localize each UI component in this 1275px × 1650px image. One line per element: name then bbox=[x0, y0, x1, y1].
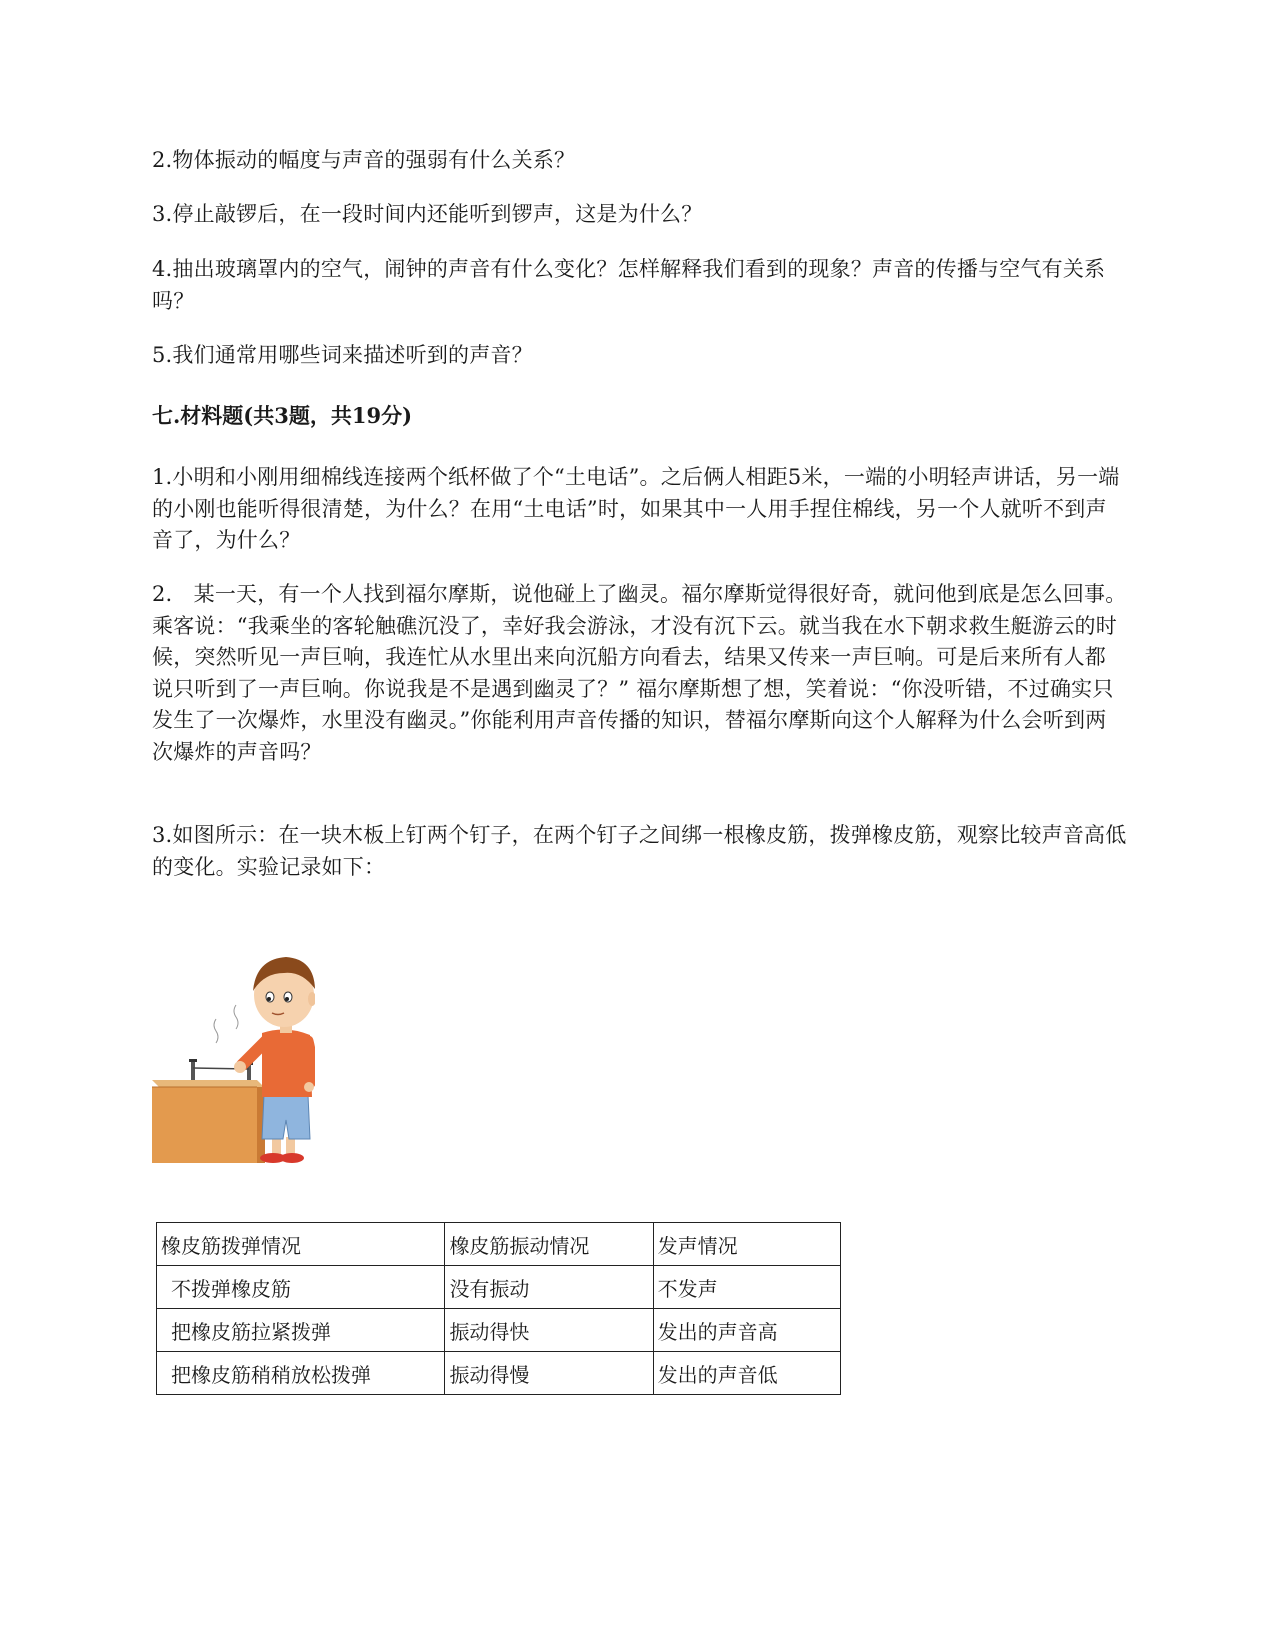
table-cell: 把橡皮筋拉紧拨弹 bbox=[157, 1309, 445, 1352]
question-4: 4.抽出玻璃罩内的空气，闹钟的声音有什么变化？怎样解释我们看到的现象？声音的传播与空气有关系吗？ bbox=[152, 257, 1106, 313]
table-cell: 不拨弹橡皮筋 bbox=[157, 1266, 445, 1309]
material-question-1: 1.小明和小刚用细棉线连接两个纸杯做了个“土电话”。之后俩人相距5米，一端的小明轻声讲话，另一端的小刚也能听得很清楚，为什么？在用“土电话”时，如果其中一人用手捏住棉线，另一个人就听不到声音了，为什么？ bbox=[152, 465, 1120, 552]
table-cell: 振动得快 bbox=[445, 1309, 653, 1352]
question-5: 5.我们通常用哪些词来描述听到的声音？ bbox=[152, 343, 533, 367]
table-cell: 不发声 bbox=[653, 1266, 840, 1309]
table-header-row bbox=[157, 1223, 841, 1266]
table-cell: 发出的声音低 bbox=[653, 1352, 840, 1395]
section-heading: 七.材料题(共3题，共19分) bbox=[152, 403, 413, 428]
table-cell: 把橡皮筋稍稍放松拨弹 bbox=[157, 1352, 445, 1395]
material-question-3: 3.如图所示：在一块木板上钉两个钉子，在两个钉子之间绑一根橡皮筋，拨弹橡皮筋，观察比较声音高低的变化。实验记录如下： bbox=[152, 823, 1127, 879]
experiment-record-table bbox=[156, 1222, 841, 1395]
table-header-cell: 橡皮筋振动情况 bbox=[445, 1223, 653, 1266]
table-cell: 没有振动 bbox=[445, 1266, 653, 1309]
table-row bbox=[157, 1352, 841, 1395]
table-cell: 发出的声音高 bbox=[653, 1309, 840, 1352]
table-cell: 振动得慢 bbox=[445, 1352, 653, 1395]
material-question-2: 2. 某一天，有一个人找到福尔摩斯，说他碰上了幽灵。福尔摩斯觉得很好奇，就问他到底是怎么回事。乘客说：“我乘坐的客轮触礁沉没了，幸好我会游泳，才没有沉下云。就当我在水下朝求救生艇游云的时候，突然听见一声巨响，我连忙从水里出来向沉船方向看去，结果又传来一声巨响。可是后来所有人都说只听到了一声巨响。你说我是不是遇到幽灵了？” 福尔摩斯想了想，笑着说：“你没听错，不过确实只发生了一次爆炸，水里没有幽灵。”你能利用声音传播的知识，替福尔摩斯向这个人解释为什么会听到两次爆炸的声音吗？ bbox=[152, 582, 1127, 764]
table-row bbox=[157, 1266, 841, 1309]
table-header-cell: 发声情况 bbox=[653, 1223, 840, 1266]
question-3: 3.停止敲锣后，在一段时间内还能听到锣声，这是为什么？ bbox=[152, 202, 703, 226]
question-2: 2.物体振动的幅度与声音的强弱有什么关系？ bbox=[152, 148, 576, 172]
boy-plucking-rubber-band-illustration bbox=[152, 955, 315, 1165]
table-row bbox=[157, 1309, 841, 1352]
table-header-cell: 橡皮筋拨弹情况 bbox=[157, 1223, 445, 1266]
